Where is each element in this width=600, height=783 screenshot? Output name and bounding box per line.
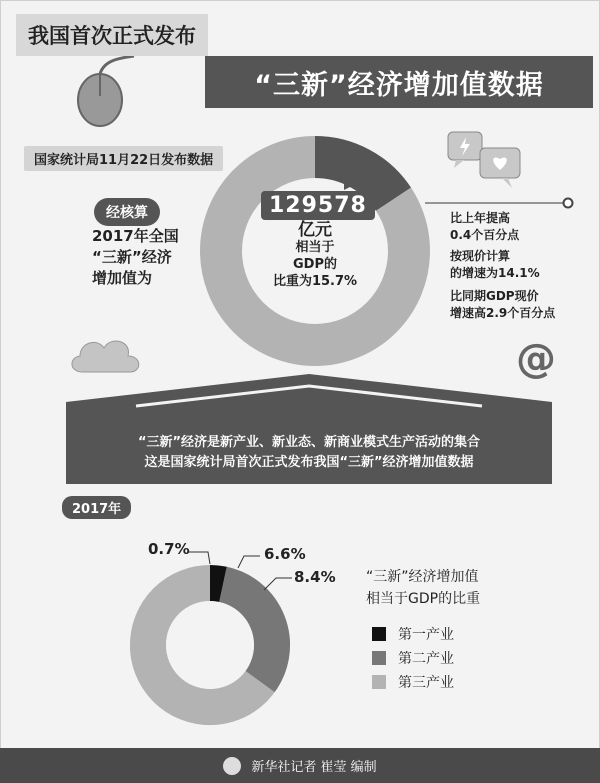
xinhua-emblem-icon bbox=[223, 757, 241, 775]
main-value: 129578 bbox=[261, 191, 375, 220]
verified-pill: 经核算 bbox=[94, 198, 160, 226]
banner-roof bbox=[66, 366, 552, 424]
caption-line: “三新”经济 bbox=[92, 248, 172, 266]
header-tag: 我国首次正式发布 bbox=[16, 14, 208, 56]
chat-bubbles-icon bbox=[446, 130, 526, 192]
description-band bbox=[66, 422, 552, 484]
mouse-icon bbox=[64, 52, 144, 132]
caption-line: 2017年全国 bbox=[92, 227, 179, 245]
legend-swatch bbox=[372, 651, 386, 665]
share-line: 比重为15.7% bbox=[272, 274, 358, 289]
caption-line: 增加值为 bbox=[92, 269, 153, 287]
note-item: 比上年提高 0.4个百分点 bbox=[450, 211, 520, 242]
share-line: GDP的 bbox=[293, 257, 337, 272]
center-text bbox=[240, 222, 390, 290]
legend-item-primary: 第一产业 bbox=[372, 624, 454, 644]
description-line: “三新”经济是新产业、新业态、新商业模式生产活动的集合 bbox=[137, 435, 481, 450]
pct-label-secondary: 6.6% bbox=[264, 545, 306, 563]
note-item: 按现价计算 的增速为14.1% bbox=[450, 249, 540, 280]
share-line: 相当于 bbox=[295, 240, 335, 255]
main-title: “三新”经济增加值数据 bbox=[205, 56, 593, 108]
legend-swatch bbox=[372, 627, 386, 641]
legend-item-secondary: 第二产业 bbox=[372, 648, 454, 668]
source-tag: 国家统计局11月22日发布数据 bbox=[24, 146, 223, 171]
pct-label-primary: 0.7% bbox=[148, 540, 190, 558]
legend-item-tertiary: 第三产业 bbox=[372, 672, 454, 692]
note-connector bbox=[425, 196, 575, 210]
note-item: 比同期GDP现价 增速高2.9个百分点 bbox=[450, 289, 556, 320]
year-pill: 2017年 bbox=[62, 496, 131, 519]
footer-credit: 新华社记者 崔莹 编制 bbox=[251, 760, 377, 775]
value-unit: 亿元 bbox=[298, 220, 332, 240]
legend-title: “三新”经济增加值 相当于GDP的比重 bbox=[366, 569, 481, 607]
pct-label-tertiary: 8.4% bbox=[294, 568, 336, 586]
description-line: 这是国家统计局首次正式发布我国“三新”经济增加值数据 bbox=[144, 455, 474, 470]
footer bbox=[0, 748, 600, 783]
breakdown-hole bbox=[166, 601, 254, 689]
main-caption bbox=[92, 226, 179, 289]
at-sign-icon: @ bbox=[516, 336, 556, 382]
legend-swatch bbox=[372, 675, 386, 689]
